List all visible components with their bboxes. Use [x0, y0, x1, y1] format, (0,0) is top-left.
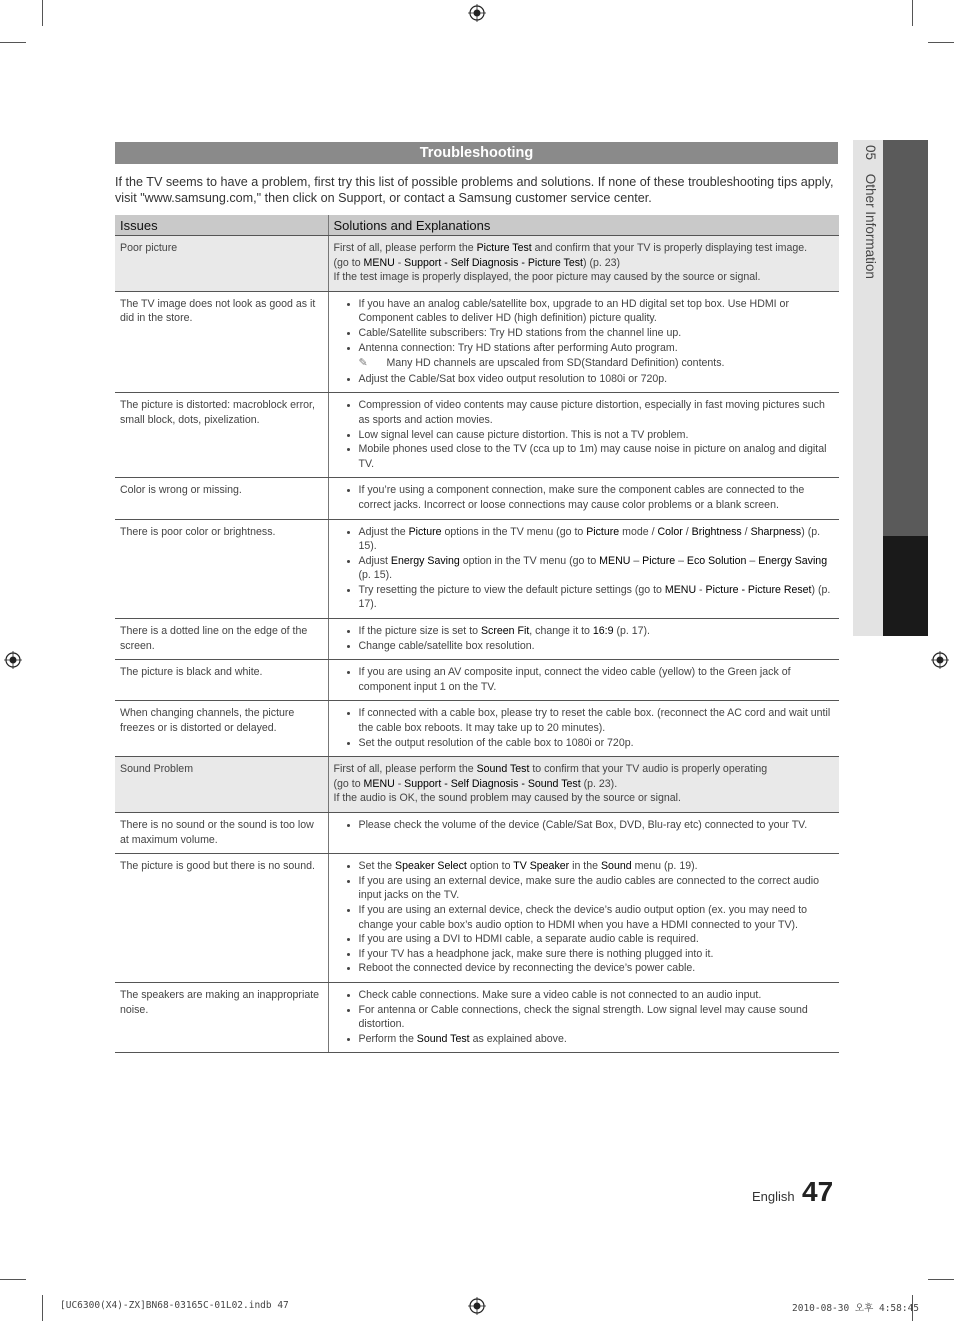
intro-paragraph: If the TV seems to have a problem, first try this list of possible problems and solutions. If none of these troubleshooting tips apply, visit "www.samsung.com," then click on Support, or contact a Samsung customer service center. — [115, 175, 834, 205]
solution-list — [334, 818, 835, 833]
menu-term: TV Speaker — [513, 860, 570, 873]
crop-mark — [928, 42, 954, 43]
list-item: • Try resetting the picture to view the default picture settings (go to MENU - Picture - Picture Reset) (p. 17). — [359, 583, 835, 612]
list-item: • If you’re using a component connection, make sure the component cables are connected to the correct jacks. Incorrect or loose connections may cause color problems or a blank screen. — [359, 483, 835, 512]
chapter-title: Other Information — [863, 173, 878, 279]
list-item: • Change cable/satellite box resolution. — [359, 639, 835, 654]
solution-cell — [328, 236, 839, 292]
list-item: • If you have an analog cable/satellite box, upgrade to an HD digital set top box. Use HDMI or Component cables to deliver HD (high definition) picture quality. — [359, 297, 835, 326]
solution-line: First of all, please perform the Picture Test and confirm that your TV is properly displaying test image. — [333, 242, 808, 254]
list-item: • Adjust the Picture options in the TV menu (go to Picture mode / Color / Brightness / Sharpness) (p. 15). — [359, 525, 835, 554]
table-row — [115, 757, 839, 813]
table-row — [115, 854, 839, 983]
table-row — [115, 619, 839, 660]
menu-term: Picture — [586, 525, 620, 538]
issue-cell: There is poor color or brightness. — [115, 519, 328, 619]
list-item: • If your TV has a headphone jack, make sure there is nothing plugged into it. — [359, 947, 835, 962]
menu-term: MENU — [599, 554, 631, 567]
issue-cell: Sound Problem — [115, 757, 328, 813]
solution-line: (go to MENU - Support - Self Diagnosis - Picture Test) (p. 23) — [333, 256, 621, 269]
list-item: • If connected with a cable box, please try to reset the cable box. (reconnect the AC cord and wait until the cable box reboots. It may take up to 20 minutes). — [359, 706, 835, 735]
menu-term: Brightness — [691, 525, 742, 538]
table-row — [115, 701, 839, 757]
list-item: • If you are using an external device, make sure the audio cables are connected to the correct audio input jacks on the TV. — [359, 874, 835, 903]
solution-list — [334, 706, 835, 750]
table-header-row — [115, 215, 839, 236]
issue-cell: The speakers are making an inappropriate noise. — [115, 982, 328, 1052]
note-pencil-icon: ✎ — [358, 357, 368, 370]
list-item: • Perform the Sound Test as explained above. — [359, 1032, 835, 1047]
table-row — [115, 660, 839, 701]
solution-list — [334, 398, 835, 471]
solution-list — [334, 483, 835, 512]
crop-mark — [928, 1279, 954, 1280]
page-number: 47 — [802, 1176, 834, 1207]
menu-term: Color — [657, 525, 683, 538]
menu-term: Picture — [642, 554, 676, 567]
list-item: • Adjust the Cable/Sat box video output resolution to 1080i or 720p. — [359, 372, 835, 387]
menu-term: Sharpness — [750, 525, 802, 538]
solution-cell — [328, 660, 839, 701]
list-item: • Please check the volume of the device (Cable/Sat Box, DVD, Blu-ray etc) connected to your TV. — [359, 818, 835, 833]
solution-line: If the audio is OK, the sound problem may caused by the source or signal. — [333, 792, 681, 805]
issue-cell: There is a dotted line on the edge of the screen. — [115, 619, 328, 660]
menu-term: Sound Test — [416, 1032, 470, 1045]
solution-list — [334, 665, 835, 694]
issue-cell: The picture is distorted: macroblock error, small block, dots, pixelization. — [115, 393, 328, 478]
registration-mark-icon — [468, 1297, 486, 1315]
list-item: • If you are using an AV composite input, connect the video cable (yellow) to the Green jack of component input 1 on the TV. — [359, 665, 835, 694]
table-body — [115, 236, 839, 1053]
table-row — [115, 478, 839, 519]
list-item: • Check cable connections. Make sure a video cable is not connected to an audio input. — [359, 988, 835, 1003]
menu-term: Sound — [600, 860, 632, 873]
registration-mark-icon — [4, 651, 22, 669]
list-item: • For antenna or Cable connections, check the signal strength. Low signal level may cause sound distortion. — [359, 1003, 835, 1032]
solution-list — [334, 525, 835, 613]
list-item: • Compression of video contents may cause picture distortion, especially in fast moving pictures such as sports and action movies. — [359, 398, 835, 427]
crop-mark — [42, 0, 43, 26]
crop-mark — [912, 0, 913, 26]
table-row — [115, 393, 839, 478]
solution-cell — [328, 757, 839, 813]
table-row — [115, 982, 839, 1052]
solution-cell — [328, 478, 839, 519]
chapter-number: 05 — [863, 145, 878, 161]
menu-term: Screen Fit — [480, 625, 530, 638]
note: ✎ Many HD channels are upscaled from SD(Standard Definition) contents. — [358, 357, 725, 370]
print-file-info: [UC6300(X4)-ZX]BN68-03165C-01L02.indb 47 — [60, 1300, 289, 1311]
solution-cell — [328, 393, 839, 478]
list-item: • Mobile phones used close to the TV (cca up to 1m) may cause noise in picture on analog and digital TV. — [359, 442, 835, 471]
side-tab-bar — [883, 140, 928, 536]
table-row — [115, 519, 839, 619]
solution-list — [334, 624, 835, 653]
table-row — [115, 291, 839, 393]
menu-term: 16:9 — [592, 625, 614, 638]
solution-cell — [328, 291, 839, 393]
menu-term: Picture — [408, 525, 442, 538]
solution-cell — [328, 519, 839, 619]
print-date-info: 2010-08-30 오후 4:58:45 — [792, 1303, 920, 1314]
solution-list — [334, 859, 835, 976]
registration-mark-icon — [468, 4, 486, 22]
crop-mark — [0, 42, 26, 43]
menu-term: Energy Saving — [390, 554, 460, 567]
crop-mark — [42, 1295, 43, 1321]
side-tab-marker — [883, 536, 928, 636]
list-item: • If you are using an external device, check the device’s audio output option (ex. you may need to change your cable box’s audio option to HDMI when you have a HDMI connected to your TV). — [359, 903, 835, 932]
solution-cell — [328, 619, 839, 660]
solution-cell — [328, 701, 839, 757]
menu-term: Support - Self Diagnosis - Sound Test — [404, 777, 581, 790]
issue-cell: Poor picture — [115, 236, 328, 292]
issue-cell: When changing channels, the picture freezes or is distorted or delayed. — [115, 701, 328, 757]
solution-list — [334, 297, 835, 387]
issue-cell: There is no sound or the sound is too low at maximum volume. — [115, 813, 328, 854]
table-row — [115, 236, 839, 292]
solution-cell — [328, 854, 839, 983]
list-item: • Antenna connection: Try HD stations after performing Auto program. ✎ Many HD channels are upscaled from SD(Standard Definition) contents. — [359, 341, 835, 371]
column-header-issues: Issues — [115, 215, 328, 236]
side-tab-label — [858, 145, 878, 279]
menu-term: MENU — [664, 583, 697, 596]
menu-term: Picture - Picture Reset — [705, 583, 812, 596]
issue-cell: The picture is good but there is no sound. — [115, 854, 328, 983]
list-item: • Reboot the connected device by reconnecting the device’s power cable. — [359, 961, 835, 976]
issue-cell: Color is wrong or missing. — [115, 478, 328, 519]
issue-cell: The picture is black and white. — [115, 660, 328, 701]
menu-term: Eco Solution — [686, 554, 747, 567]
list-item: • Set the output resolution of the cable box to 1080i or 720p. — [359, 736, 835, 751]
menu-term: MENU — [363, 777, 395, 790]
menu-term: Energy Saving — [758, 554, 828, 567]
table-row — [115, 813, 839, 854]
list-item: • If the picture size is set to Screen Fit, change it to 16:9 (p. 17). — [359, 624, 835, 639]
list-item: • Cable/Satellite subscribers: Try HD stations from the channel line up. — [359, 326, 835, 341]
solution-line: First of all, please perform the Sound Test to confirm that your TV audio is properly operating — [333, 763, 768, 776]
menu-term: Picture Test — [476, 242, 532, 254]
list-item: • Low signal level can cause picture distortion. This is not a TV problem. — [359, 428, 835, 443]
footer-language: English — [752, 1189, 795, 1204]
solution-line: If the test image is properly displayed, the poor picture may caused by the source or signal. — [333, 271, 761, 284]
crop-mark — [0, 1279, 26, 1280]
solution-list — [334, 988, 835, 1046]
solution-line: (go to MENU - Support - Self Diagnosis - Sound Test (p. 23). — [333, 777, 618, 790]
solution-cell — [328, 982, 839, 1052]
menu-term: Support - Self Diagnosis - Picture Test — [404, 256, 583, 269]
list-item: • Set the Speaker Select option to TV Speaker in the Sound menu (p. 19). — [359, 859, 835, 874]
menu-term: Sound Test — [476, 763, 530, 776]
column-header-solutions: Solutions and Explanations — [328, 215, 839, 236]
list-item: • If you are using a DVI to HDMI cable, a separate audio cable is required. — [359, 932, 835, 947]
menu-term: MENU — [363, 256, 395, 269]
troubleshooting-table — [115, 215, 839, 1053]
registration-mark-icon — [931, 651, 949, 669]
list-item: • Adjust Energy Saving option in the TV menu (go to MENU – Picture – Eco Solution – Energy Saving (p. 15). — [359, 554, 835, 583]
section-title: Troubleshooting — [115, 142, 838, 164]
menu-term: Speaker Select — [395, 860, 467, 873]
issue-cell: The TV image does not look as good as it did in the store. — [115, 291, 328, 393]
solution-cell — [328, 813, 839, 854]
